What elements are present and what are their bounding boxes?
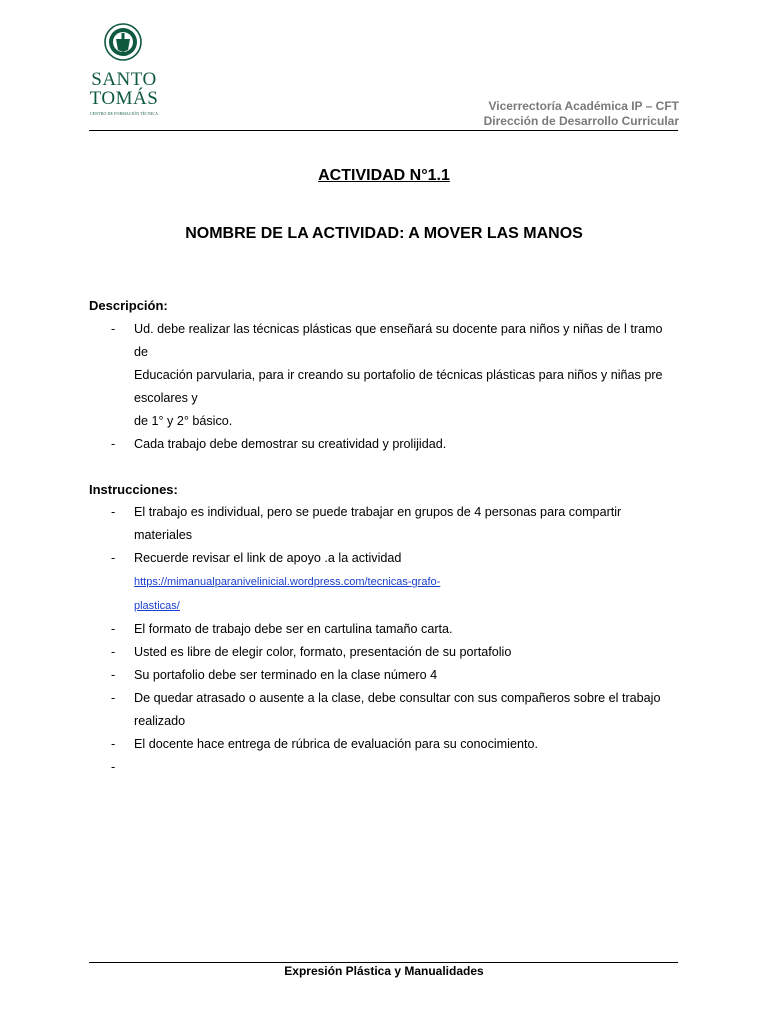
logo-wordmark: SANTO TOMÁS bbox=[89, 69, 159, 109]
list-item: - El trabajo es individual, pero se puede trabajar en grupos de 4 personas para compartir materiales bbox=[89, 501, 679, 547]
list-item bbox=[89, 756, 679, 779]
bullet-dash: - bbox=[111, 622, 116, 636]
header-vicerrectoria: Vicerrectoría Académica IP – CFT bbox=[488, 99, 679, 113]
bullet-dash: - bbox=[111, 691, 116, 705]
list-item: - El formato de trabajo debe ser en cartulina tamaño carta. bbox=[89, 618, 679, 641]
list-item: - Ud. debe realizar las técnicas plásticas que enseñará su docente para niños y niñas de l tramo de Educación parvularia, para ir creando su portafolio de técnicas plásticas para niños y niñas pre escolares y de 1° y 2° básico. bbox=[89, 318, 679, 433]
list-item: - Usted es libre de elegir color, formato, presentación de su portafolio bbox=[89, 641, 679, 664]
bullet-dash: - bbox=[111, 437, 116, 451]
bullet-dash: - bbox=[111, 760, 116, 774]
list-item: - El docente hace entrega de rúbrica de evaluación para su conocimiento. bbox=[89, 733, 679, 756]
activity-number: ACTIVIDAD N°1.1 bbox=[318, 167, 450, 184]
description-list bbox=[89, 318, 679, 456]
footer-divider bbox=[89, 962, 678, 963]
header-divider bbox=[89, 130, 678, 131]
logo-tagline: CENTRO DE FORMACIÓN TÉCNICA bbox=[89, 111, 159, 116]
list-item: - De quedar atrasado o ausente a la clase, debe consultar con sus compañeros sobre el trabajo realizado bbox=[89, 687, 679, 733]
bullet-dash: - bbox=[111, 645, 116, 659]
activity-name: NOMBRE DE LA ACTIVIDAD: A MOVER LAS MANOS bbox=[185, 225, 583, 242]
bullet-dash: - bbox=[111, 322, 116, 336]
bullet-dash: - bbox=[111, 505, 116, 519]
header-institution bbox=[484, 99, 679, 129]
bullet-dash: - bbox=[111, 737, 116, 751]
seal-icon bbox=[104, 22, 142, 62]
list-item: - Su portafolio debe ser terminado en la clase número 4 bbox=[89, 664, 679, 687]
list-item: - Cada trabajo debe demostrar su creatividad y prolijidad. bbox=[89, 433, 679, 456]
description-label: Descripción: bbox=[89, 298, 168, 313]
bullet-dash: - bbox=[111, 551, 116, 565]
list-item: - Recuerde revisar el link de apoyo .a la actividad https://mimanualparanivelinicial.wordpress.com/tecnicas-grafo- plasticas/ bbox=[89, 547, 679, 618]
header-direccion: Dirección de Desarrollo Curricular bbox=[483, 114, 679, 128]
footer-course-name: Expresión Plástica y Manualidades bbox=[284, 964, 484, 978]
support-link-continued[interactable]: plasticas/ bbox=[134, 600, 180, 612]
instructions-label: Instrucciones: bbox=[89, 482, 178, 497]
support-link[interactable]: https://mimanualparanivelinicial.wordpress.com/tecnicas-grafo- bbox=[134, 576, 441, 588]
bullet-dash: - bbox=[111, 668, 116, 682]
instructions-list bbox=[89, 501, 679, 779]
